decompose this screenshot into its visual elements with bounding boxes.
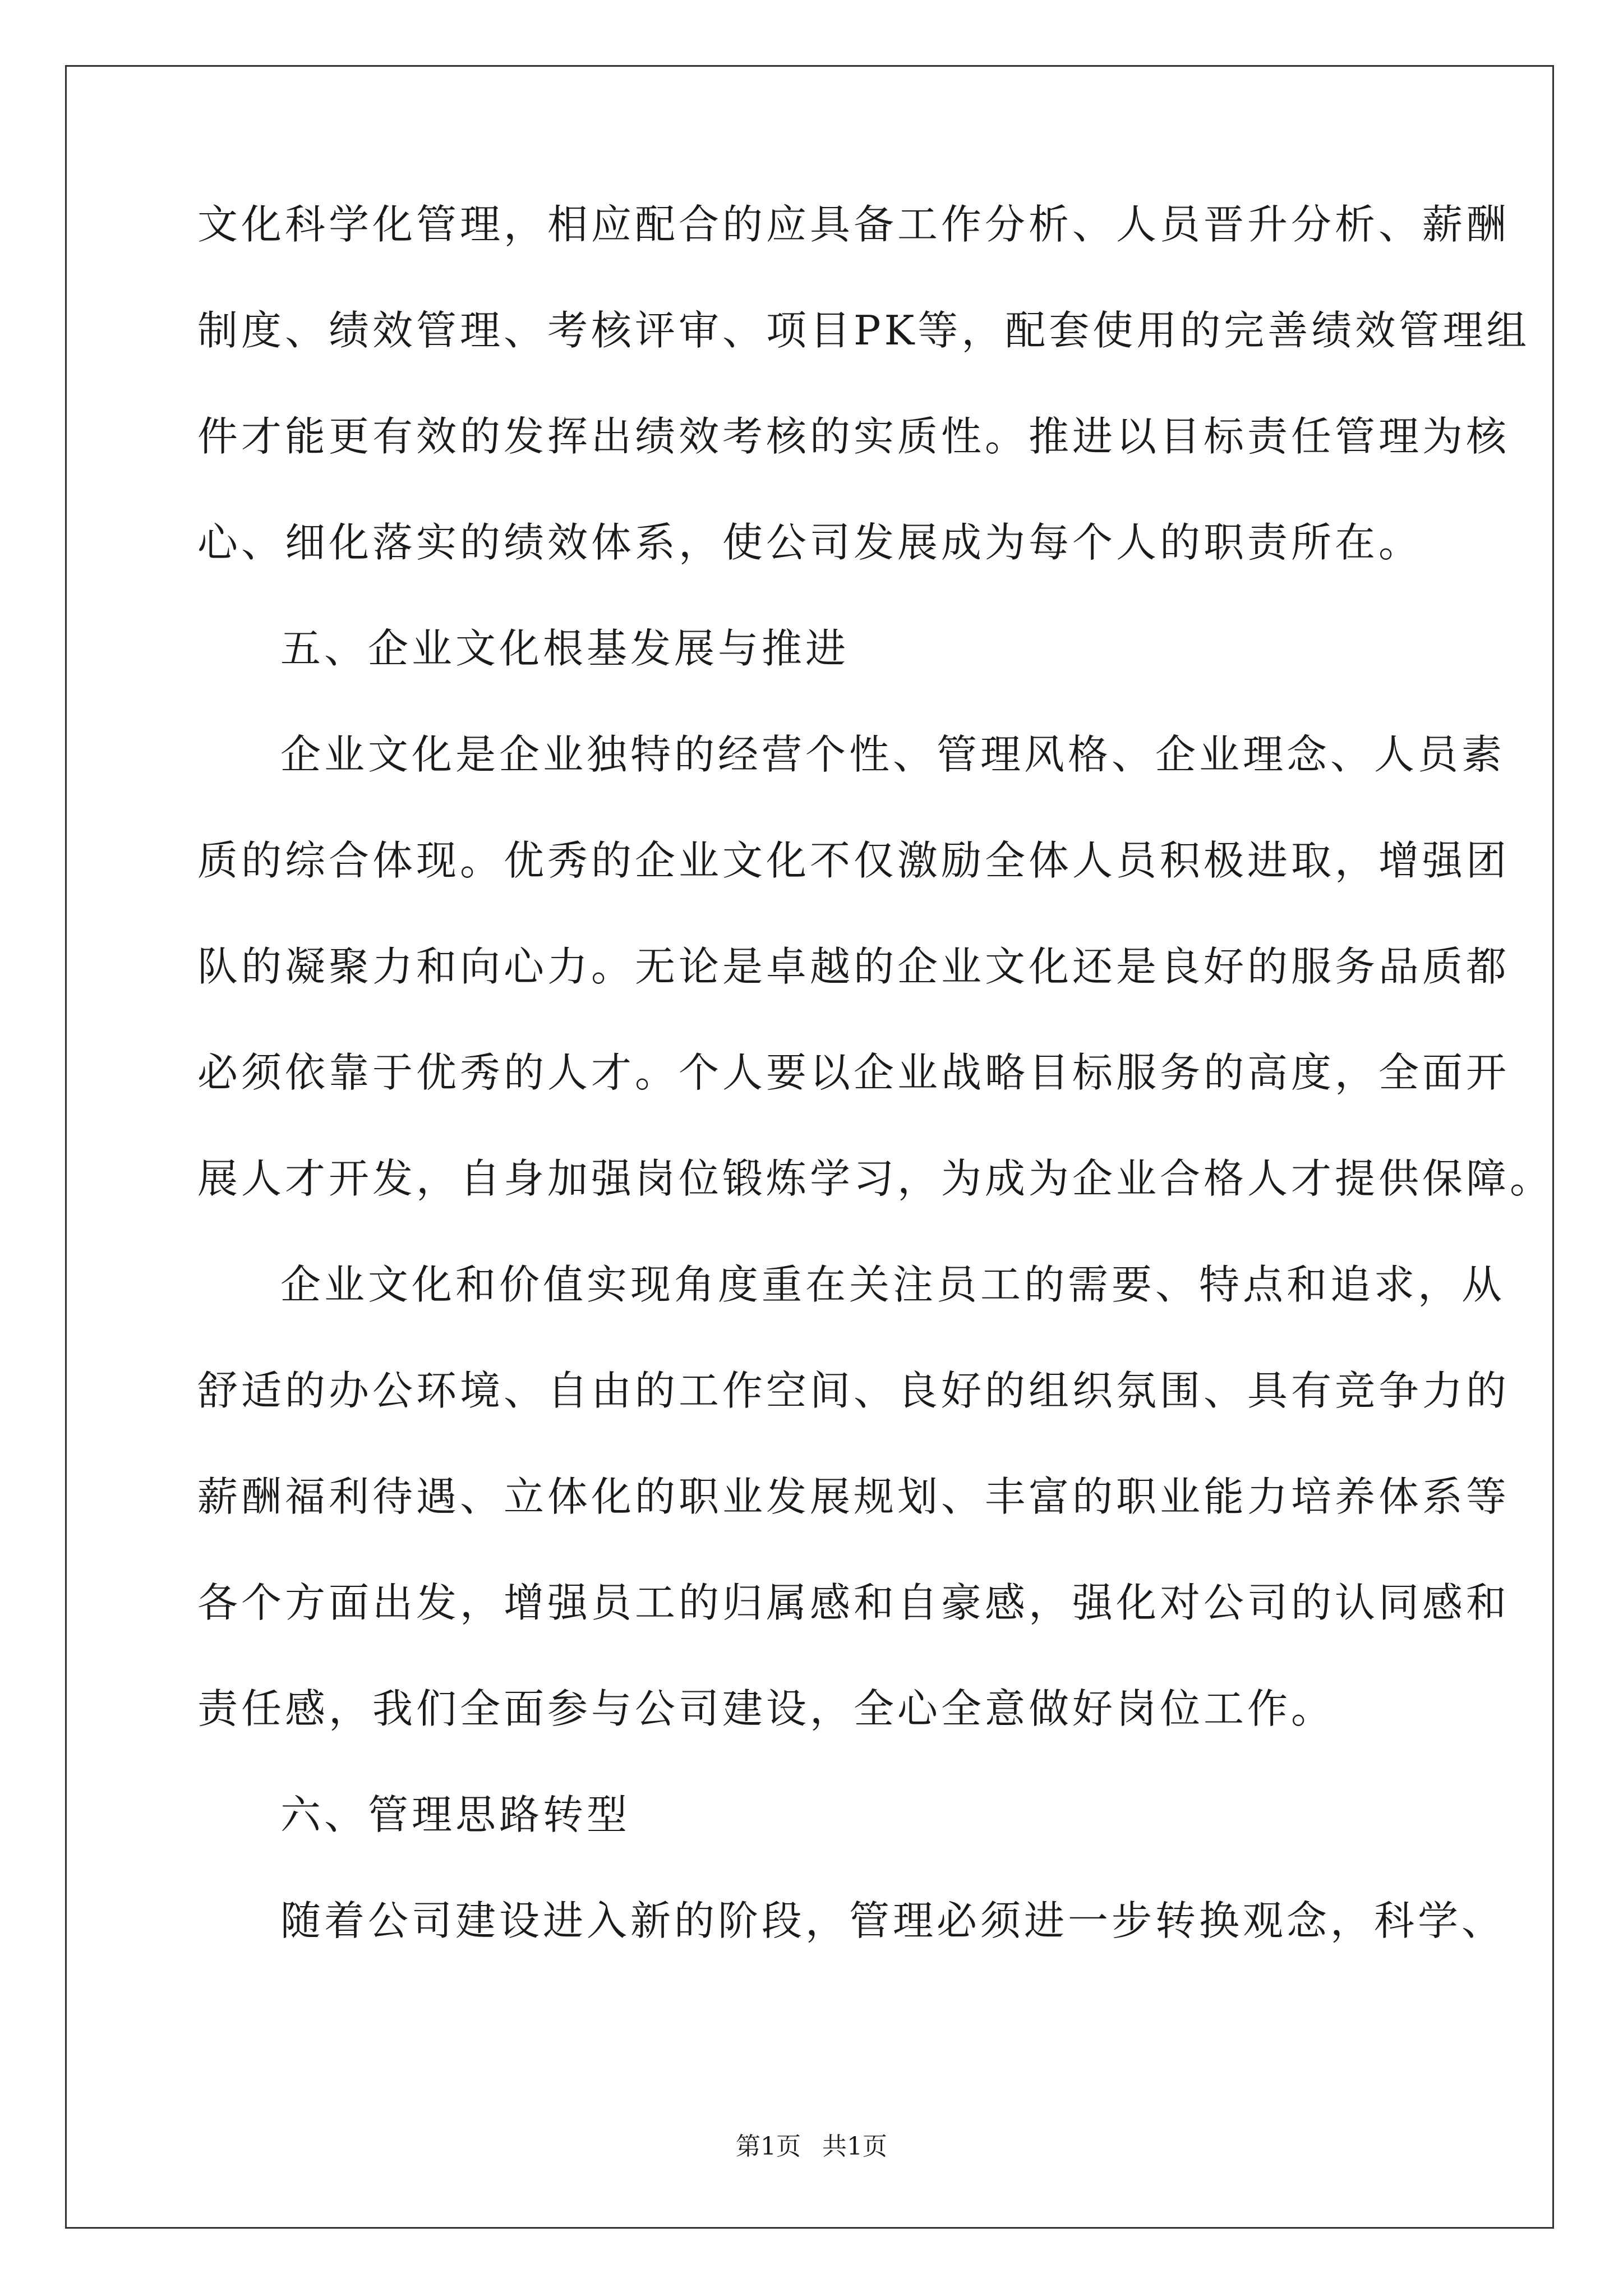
- text-line: 企业文化和价值实现角度重在关注员工的需要、特点和追求，从: [280, 1261, 1506, 1308]
- text-line: 各个方面出发，增强员工的归属感和自豪感，强化对公司的认同感和: [197, 1579, 1510, 1626]
- document-body: [197, 191, 1554, 1993]
- text-line: 舒适的办公环境、自由的工作空间、良好的组织氛围、具有竞争力的: [197, 1367, 1510, 1414]
- section-heading: 六、管理思路转型: [280, 1791, 631, 1838]
- text-line: 制度、绩效管理、考核评审、项目PK等，配套使用的完善绩效管理组: [197, 307, 1530, 354]
- section-heading: 五、企业文化根基发展与推进: [280, 625, 850, 672]
- text-line: 心、细化落实的绩效体系，使公司发展成为每个人的职责所在。: [197, 519, 1423, 566]
- page-number-total: 共1页: [822, 2132, 887, 2161]
- text-line: 必须依靠于优秀的人才。个人要以企业战略目标服务的高度，全面开: [197, 1049, 1510, 1096]
- text-line: 企业文化是企业独特的经营个性、管理风格、企业理念、人员素: [280, 731, 1506, 778]
- text-line: 责任感，我们全面参与公司建设，全心全意做好岗位工作。: [197, 1685, 1335, 1732]
- page-footer: [0, 2126, 1623, 2162]
- text-line: 队的凝聚力和向心力。无论是卓越的企业文化还是良好的服务品质都: [197, 943, 1510, 990]
- text-line: 件才能更有效的发挥出绩效考核的实质性。推进以目标责任管理为核: [197, 413, 1510, 460]
- text-line: 质的综合体现。优秀的企业文化不仅激励全体人员积极进取，增强团: [197, 837, 1510, 884]
- text-line: 随着公司建设进入新的阶段，管理必须进一步转换观念，科学、: [280, 1897, 1506, 1944]
- text-line: 展人才开发，自身加强岗位锻炼学习，为成为企业合格人才提供保障。: [197, 1155, 1554, 1202]
- text-line: 文化科学化管理，相应配合的应具备工作分析、人员晋升分析、薪酬: [197, 201, 1510, 248]
- page-number-current: 第1页: [736, 2132, 801, 2161]
- text-line: 薪酬福利待遇、立体化的职业发展规划、丰富的职业能力培养体系等: [197, 1473, 1510, 1520]
